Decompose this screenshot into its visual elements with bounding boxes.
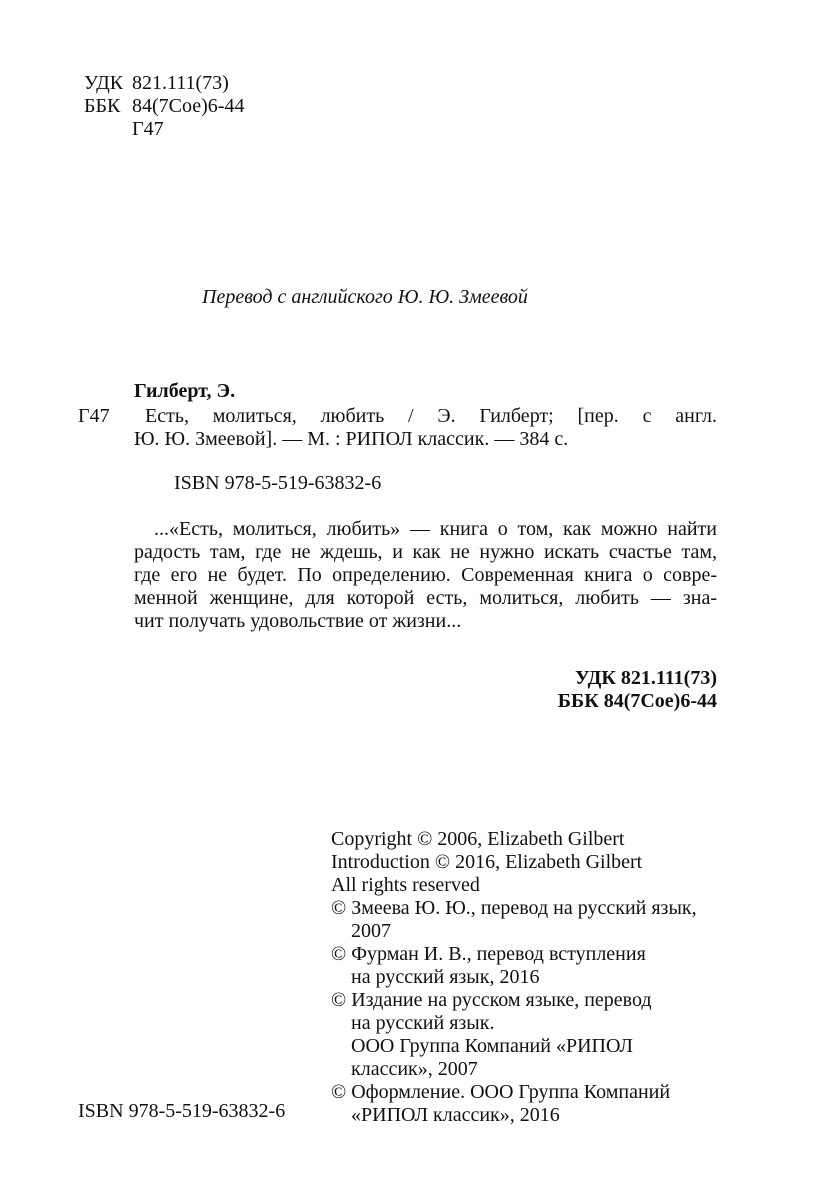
copyright-line: ООО Группа Компаний «РИПОЛ [351,1035,633,1057]
copyright-line: © Издание на русском языке, перевод [331,989,652,1011]
bbk-line [84,95,244,118]
copyright-line: 2007 [351,920,391,942]
copyright-line: © Змеева Ю. Ю., перевод на русский язык, [331,897,697,919]
udk-value: 821.111(73) [132,72,229,94]
copyright-line: © Фурман И. В., перевод вступления [331,943,646,965]
author-heading: Гилберт, Э. [134,380,236,402]
copyright-line: Copyright © 2006, Elizabeth Gilbert [331,828,625,850]
translator-line: Перевод с английского Ю. Ю. Змеевой [202,286,528,308]
classification-top [84,72,244,141]
catalog-author-mark: Г47 [78,405,110,427]
annotation-line: чит получать удовольствие от жизни... [134,610,462,632]
udk-bottom: УДК 821.111(73) [574,667,717,689]
copyright-line: «РИПОЛ классик», 2016 [351,1104,560,1126]
annotation-line: менной женщине, для которой есть, молиться, любить — зна- [134,587,717,609]
copyright-line: All rights reserved [331,874,480,896]
annotation-line: где его не будет. По определению. Современная книга о совре- [134,564,717,586]
catalog-title-line-1: Есть, молиться, любить / Э. Гилберт; [пер. с англ. [145,405,717,427]
author-mark-top: Г47 [132,118,164,140]
isbn-bottom: ISBN 978-5-519-63832-6 [78,1100,286,1122]
bbk-label: ББК [84,95,121,117]
udk-label: УДК [84,72,124,94]
catalog-title-line-2: Ю. Ю. Змеевой]. — М. : РИПОЛ классик. — 384 с. [134,428,569,450]
copyright-line: на русский язык. [351,1012,495,1034]
copyright-block [331,828,697,1127]
bbk-value: 84(7Сое)6-44 [132,95,245,117]
udk-line [84,72,244,95]
copyright-line: на русский язык, 2016 [351,966,540,988]
classification-bottom [420,667,717,713]
annotation-line: радость там, где не ждешь, и как не нужно искать счастье там, [134,541,717,563]
copyright-line: © Оформление. ООО Группа Компаний [331,1081,671,1103]
annotation [134,518,717,633]
copyright-line: Introduction © 2016, Elizabeth Gilbert [331,851,643,873]
annotation-line: ...«Есть, молиться, любить» — книга о том, как можно найти [154,518,717,540]
bbk-bottom: ББК 84(7Сое)6-44 [557,690,717,712]
copyright-line: классик», 2007 [351,1058,478,1080]
catalog-isbn: ISBN 978-5-519-63832-6 [174,472,382,494]
